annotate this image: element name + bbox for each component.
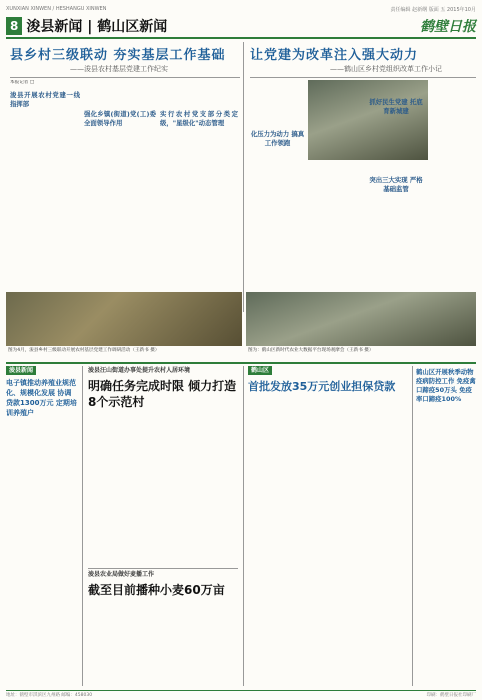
left-story-column-1	[10, 80, 80, 290]
lower-right-tag: 鹤山区	[248, 366, 272, 375]
right-story-subhead: ——鹤山区乡村党组织改革工作小记	[330, 65, 442, 73]
left-story-subhead: ——浚县农村基层党建工作纪实	[70, 65, 168, 73]
left-story-column-3	[160, 80, 238, 290]
left-story-photo-caption: 图为4月，浚县乡村三级联动开展农村基层党建工作调研活动（王新书 摄）	[8, 348, 160, 353]
left-story-section-head-1: 浚县开展农村党建一线指挥部	[10, 90, 80, 108]
section-title: 浚县新闻 | 鹤山区新闻	[26, 19, 168, 35]
right-story-headline: 让党建为改革注入强大动力	[250, 48, 419, 63]
right-story-photo-2	[246, 292, 476, 346]
footer-address: 地址：鹤壁市淇滨区九州路 邮编：458030	[6, 693, 93, 698]
paper-name: XUNXIAN XINWEN / HESHANGU XINWEN	[6, 6, 107, 12]
right-story-column-4	[428, 80, 476, 290]
right-story-column-3	[368, 80, 424, 290]
right-story-photo-caption: 图为：鹤山区新时代农业大数据平台现场观摩会（王新书 摄）	[248, 348, 374, 353]
left-story-headline: 县乡村三级联动 夯实基层工作基础	[10, 48, 226, 63]
section-rule	[6, 362, 476, 364]
lower-left-story2-body	[88, 414, 238, 564]
lower-right-story1-headline: 首批发放35万元创业担保贷款	[248, 380, 396, 393]
right-story-section-head-3: 突出三大实现 严格基础监管	[369, 176, 423, 193]
left-story-section-head-2: 强化乡镇(街道)党(工)委全面领导作用	[84, 110, 156, 127]
lower-right-story2-body	[416, 418, 476, 686]
divider	[250, 77, 476, 78]
right-story-section-head-2: 抓好民生党建 托底育新城建	[369, 98, 423, 115]
divider	[10, 77, 240, 78]
lower-left-story3-headline: 截至目前播种小麦60万亩	[88, 583, 225, 597]
column-divider	[243, 42, 244, 312]
lower-left-tag: 浚县新闻	[6, 366, 36, 375]
right-story-column-2	[308, 164, 364, 290]
lower-left-story3-body	[88, 604, 238, 686]
column-divider	[243, 366, 244, 686]
page-footer	[6, 690, 476, 699]
left-story-section-head-3: 实行农村党支部分类定级，"星级化"动态管理	[160, 110, 238, 127]
right-story-section-head-1: 化压力为动力 搞真工作领跑	[250, 130, 305, 147]
newspaper-logo: 鹤壁日报	[420, 19, 476, 35]
lower-right-story2-headline: 鹤山区开展秋季动物疫病防控工作 免疫禽口蹄疫50万头 免疫率口蹄疫100%	[416, 368, 476, 403]
lower-left-story2-headline: 明确任务完成时限 倾力打造8个示范村	[88, 379, 237, 409]
lower-right-story1-body	[248, 400, 408, 686]
footer-printer: 印刷：鹤壁日报社印刷厂	[426, 693, 476, 698]
column-divider	[412, 366, 413, 686]
page-number: 8	[6, 17, 22, 35]
lower-left-story2-kicker: 浚县汪山街道办事处提升农村人居环境	[88, 367, 191, 374]
lower-left-story1-headline: 电子镇推动养殖业规范化、规模化发展 协调贷款1300万元 定期培训养殖户	[6, 379, 77, 417]
divider	[88, 568, 238, 569]
page-header	[6, 15, 476, 39]
left-story-byline: 本报记者 □	[10, 80, 35, 85]
right-story-column-1	[250, 80, 305, 290]
lower-left-story3-kicker: 浚县农业局做好麦播工作	[88, 571, 155, 578]
edition-info: 责任编辑 赵新纲 版面 五 2015年10月	[390, 7, 476, 13]
left-story-photo	[6, 292, 242, 346]
column-divider	[82, 366, 83, 686]
lower-left-story1-body	[6, 420, 78, 686]
left-story-column-2	[84, 80, 156, 290]
